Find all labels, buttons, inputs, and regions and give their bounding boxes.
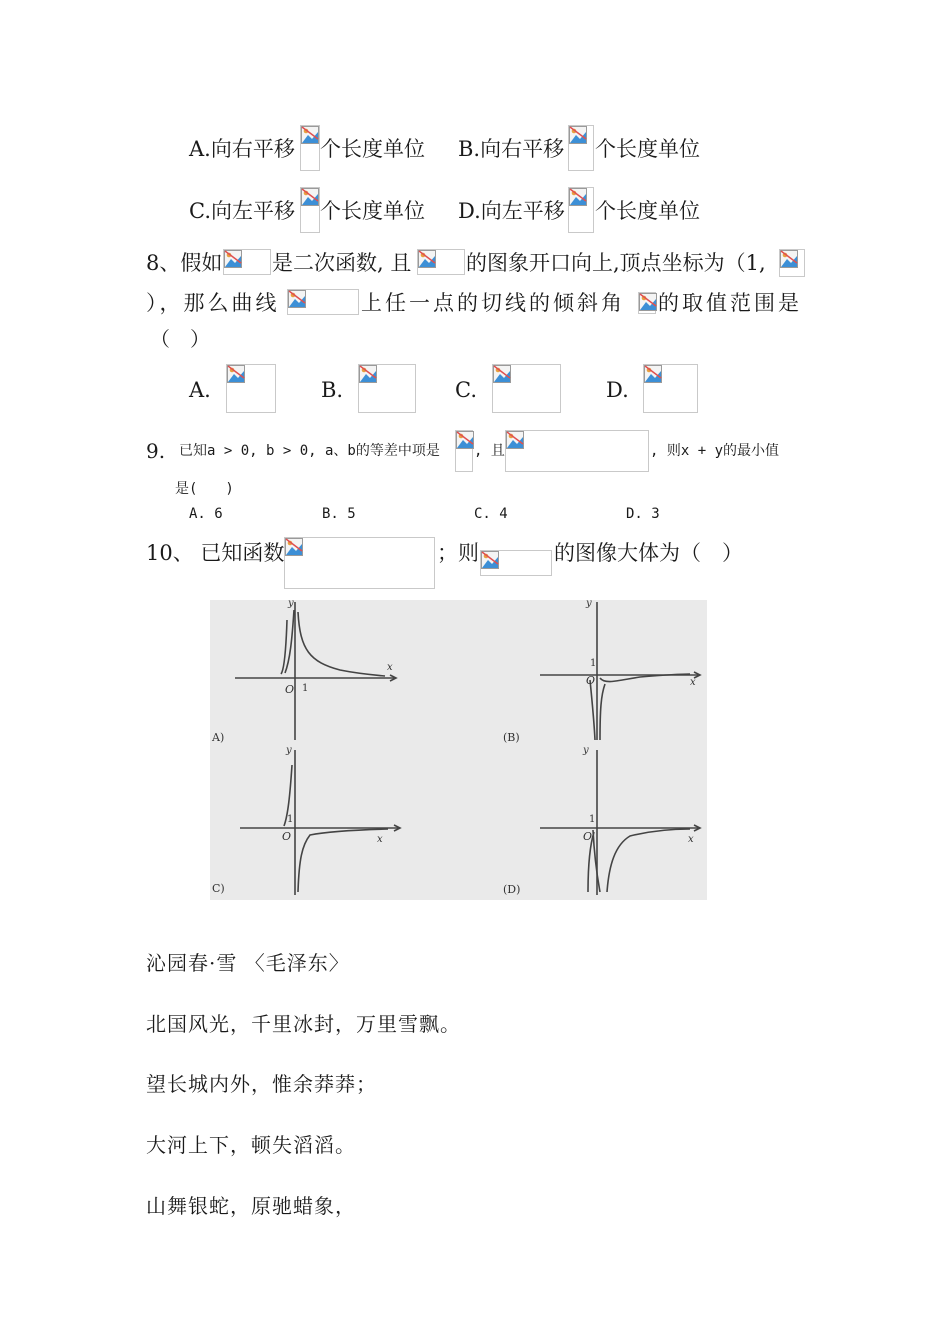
q7-option-d: D.向左平移 (458, 199, 565, 223)
q7-d-unit: 个长度单位 (595, 199, 700, 223)
broken-image-icon (418, 250, 436, 268)
graph-d-one: 1 (589, 814, 596, 825)
q9-text-2: , 且 (474, 443, 505, 459)
formula-image (287, 289, 359, 315)
q9-option-c: C. 4 (474, 506, 508, 522)
graph-d-origin: O (583, 830, 593, 843)
q8-text-4: ），那么曲线 (146, 291, 280, 315)
broken-image-icon (569, 188, 587, 206)
graph-a-origin: O (285, 683, 295, 696)
graph-d-label: (D) (503, 883, 521, 896)
q8-option-c: C. (455, 378, 477, 402)
formula-image (643, 364, 698, 413)
q9-text-4: 是( ) (175, 481, 234, 497)
formula-image (358, 364, 416, 413)
graphs-svg (210, 600, 707, 900)
formula-image (480, 550, 552, 576)
formula-image (779, 249, 805, 277)
q8-option-d: D. (606, 378, 629, 402)
q8-text-1: 8、假如 (146, 251, 223, 275)
broken-image-icon (481, 551, 499, 569)
q8-text-3: 的图象开口向上,顶点坐标为（1, (466, 251, 766, 275)
q9-number: 9. (146, 439, 166, 463)
graph-b-x: x (690, 677, 696, 688)
q8-paren: （ ） (150, 327, 210, 351)
formula-image (492, 364, 561, 413)
poem-line-1: 北国风光，千里冰封，万里雪飘。 (146, 1012, 461, 1036)
graph-a-label: A) (212, 731, 225, 744)
graph-d-x: x (688, 834, 694, 845)
q10-text-3: 的图像大体为（ ） (554, 541, 743, 565)
graph-a-one: 1 (302, 683, 309, 694)
graph-c-y: y (286, 745, 292, 756)
q8-option-b: B. (321, 378, 344, 402)
poem-line-2: 望长城内外，惟余莽莽； (146, 1072, 377, 1096)
formula-image (505, 430, 649, 472)
formula-image (455, 430, 473, 472)
graph-c-x: x (377, 834, 383, 845)
formula-image (223, 249, 271, 275)
broken-image-icon (456, 431, 474, 449)
formula-image (300, 125, 320, 171)
graph-b-origin: O (586, 674, 596, 687)
formula-image (568, 125, 594, 171)
q10-text-1: 10、 已知函数 (146, 541, 285, 565)
graph-a-y: y (288, 600, 294, 609)
q8-text-6: 的取值范围是 (658, 291, 802, 315)
broken-image-icon (285, 538, 303, 556)
q9-option-a: A. 6 (189, 506, 223, 522)
broken-image-icon (569, 126, 587, 144)
broken-image-icon (644, 365, 662, 383)
q7-b-unit: 个长度单位 (595, 137, 700, 161)
q8-text-5: 上任一点的切线的倾斜角 (361, 291, 625, 315)
q9-option-d: D. 3 (626, 506, 660, 522)
formula-image (568, 187, 594, 233)
q8-option-a: A. (189, 378, 211, 402)
q7-c-unit: 个长度单位 (320, 199, 425, 223)
broken-image-icon (780, 250, 798, 268)
graph-b-y: y (586, 600, 592, 609)
formula-image (638, 292, 656, 314)
graph-b-one: 1 (590, 658, 597, 669)
graph-b-label: (B) (503, 731, 520, 744)
poem-line-4: 山舞银蛇，原驰蜡象， (146, 1194, 356, 1218)
formula-image (226, 364, 276, 413)
function-graphs-figure (210, 600, 707, 900)
graph-c-one: 1 (287, 814, 294, 825)
q9-text-3: , 则x + y的最小值 (650, 443, 780, 459)
q9-option-b: B. 5 (322, 506, 356, 522)
q8-text-2: 是二次函数, 且 (272, 251, 412, 275)
graph-a-x: x (387, 662, 393, 673)
broken-image-icon (493, 365, 511, 383)
broken-image-icon (506, 431, 524, 449)
broken-image-icon (639, 293, 657, 311)
q7-option-c: C.向左平移 (189, 199, 295, 223)
broken-image-icon (288, 290, 306, 308)
broken-image-icon (359, 365, 377, 383)
formula-image (417, 249, 465, 275)
broken-image-icon (301, 126, 319, 144)
broken-image-icon (224, 250, 242, 268)
q7-a-text: A.向右平移 (189, 137, 295, 161)
formula-image (284, 537, 435, 589)
graph-d-y: y (583, 745, 589, 756)
graph-c-origin: O (282, 830, 292, 843)
broken-image-icon (227, 365, 245, 383)
q10-text-2: ；则 (437, 541, 479, 565)
q7-option-a (189, 136, 295, 162)
poem-title: 沁园春·雪 〈毛泽东〉 (146, 951, 350, 975)
graph-c-label: C) (212, 882, 225, 895)
q7-option-b: B.向右平移 (458, 137, 565, 161)
formula-image (300, 187, 320, 233)
q7-a-unit: 个长度单位 (320, 137, 425, 161)
poem-line-3: 大河上下，顿失滔滔。 (146, 1133, 356, 1157)
q9-text-1: 已知a > 0, b > 0, a、b的等差中项是 (179, 443, 440, 459)
broken-image-icon (301, 188, 319, 206)
